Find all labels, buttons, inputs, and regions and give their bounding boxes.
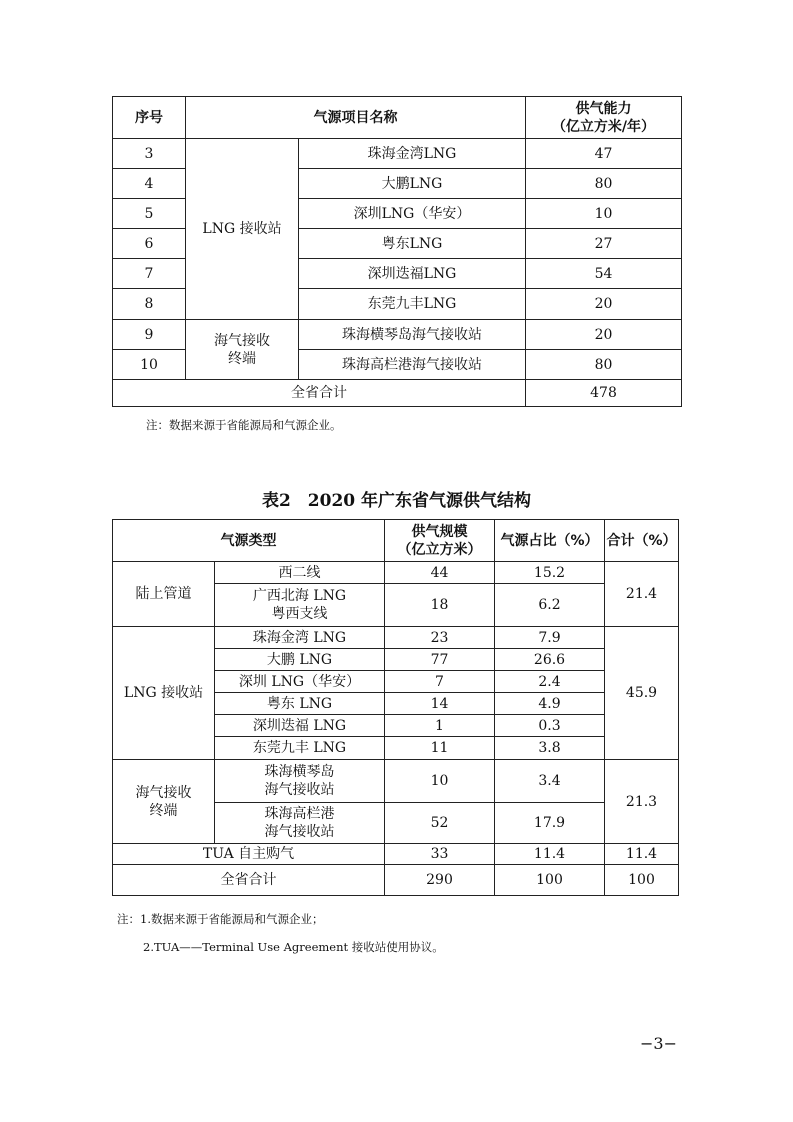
page-number: −3− <box>640 1034 677 1053</box>
row-seq: 4 <box>113 169 186 199</box>
tua-subtotal: 11.4 <box>605 844 679 865</box>
table2-title: 表2 2020 年广东省气源供气结构 <box>261 491 532 511</box>
table2-note-line2: 2.TUA——Terminal Use Agreement 接收站使用协议。 <box>143 940 444 954</box>
group-offshore-terminal: 海气接收 终端 <box>186 320 299 380</box>
gas-supply-structure-table <box>112 519 679 896</box>
row-project-name: 东莞九丰LNG <box>299 289 526 320</box>
row-scale: 52 <box>385 803 495 844</box>
row-capacity: 20 <box>526 289 682 320</box>
header-source-type: 气源类型 <box>113 520 385 562</box>
row-share: 17.9 <box>495 803 605 844</box>
row-scale: 11 <box>385 737 495 760</box>
group-land-pipeline: 陆上管道 <box>113 562 215 627</box>
group-lng-subtotal: 45.9 <box>605 627 679 760</box>
row-share: 26.6 <box>495 649 605 671</box>
row-source-name: 珠海金湾 LNG <box>215 627 385 649</box>
row-seq: 5 <box>113 199 186 229</box>
group-lng-terminal: LNG 接收站 <box>186 139 299 320</box>
row-project-name: 大鹏LNG <box>299 169 526 199</box>
header-seq: 序号 <box>113 97 186 139</box>
row-scale: 7 <box>385 671 495 693</box>
tua-scale: 33 <box>385 844 495 865</box>
row-project-name: 珠海横琴岛海气接收站 <box>299 320 526 350</box>
row-seq: 3 <box>113 139 186 169</box>
row-source-name: 西二线 <box>215 562 385 584</box>
row-project-name: 珠海金湾LNG <box>299 139 526 169</box>
row-share: 0.3 <box>495 715 605 737</box>
row-scale: 77 <box>385 649 495 671</box>
row-scale: 18 <box>385 584 495 627</box>
row-share: 4.9 <box>495 693 605 715</box>
row-source-name: 粤东 LNG <box>215 693 385 715</box>
row-share: 2.4 <box>495 671 605 693</box>
tua-share: 11.4 <box>495 844 605 865</box>
row-seq: 10 <box>113 350 186 380</box>
gas-capacity-table <box>112 96 682 407</box>
row-capacity: 80 <box>526 169 682 199</box>
row-capacity: 27 <box>526 229 682 259</box>
row-scale: 23 <box>385 627 495 649</box>
tua-label: TUA 自主购气 <box>113 844 385 865</box>
header-subtotal: 合计（%） <box>605 520 679 562</box>
row-share: 3.4 <box>495 760 605 803</box>
row-capacity: 20 <box>526 320 682 350</box>
row-share: 3.8 <box>495 737 605 760</box>
row-project-name: 深圳迭福LNG <box>299 259 526 289</box>
row-source-name: 大鹏 LNG <box>215 649 385 671</box>
row-source-name: 广西北海 LNG 粤西支线 <box>215 584 385 627</box>
header-share: 气源占比（%） <box>495 520 605 562</box>
row-capacity: 47 <box>526 139 682 169</box>
row-source-name: 珠海高栏港 海气接收站 <box>215 803 385 844</box>
row-source-name: 东莞九丰 LNG <box>215 737 385 760</box>
header-project-name: 气源项目名称 <box>186 97 526 139</box>
row-project-name: 珠海高栏港海气接收站 <box>299 350 526 380</box>
total-label: 全省合计 <box>113 380 526 407</box>
total-label: 全省合计 <box>113 865 385 896</box>
row-source-name: 深圳 LNG（华安） <box>215 671 385 693</box>
row-project-name: 深圳LNG（华安） <box>299 199 526 229</box>
row-share: 15.2 <box>495 562 605 584</box>
row-seq: 9 <box>113 320 186 350</box>
row-scale: 10 <box>385 760 495 803</box>
group-land-subtotal: 21.4 <box>605 562 679 627</box>
row-scale: 1 <box>385 715 495 737</box>
group-offshore-subtotal: 21.3 <box>605 760 679 844</box>
row-source-name: 深圳迭福 LNG <box>215 715 385 737</box>
header-capacity: 供气能力 （亿立方米/年） <box>526 97 682 139</box>
total-share: 100 <box>495 865 605 896</box>
row-share: 7.9 <box>495 627 605 649</box>
row-seq: 7 <box>113 259 186 289</box>
total-subtotal: 100 <box>605 865 679 896</box>
row-capacity: 54 <box>526 259 682 289</box>
row-seq: 6 <box>113 229 186 259</box>
header-supply-scale: 供气规模 （亿立方米） <box>385 520 495 562</box>
row-share: 6.2 <box>495 584 605 627</box>
group-lng-terminal: LNG 接收站 <box>113 627 215 760</box>
table2-note-line1: 注：1.数据来源于省能源局和气源企业； <box>117 912 324 926</box>
row-capacity: 10 <box>526 199 682 229</box>
table1-note: 注：数据来源于省能源局和气源企业。 <box>146 418 342 432</box>
row-capacity: 80 <box>526 350 682 380</box>
group-offshore-terminal: 海气接收 终端 <box>113 760 215 844</box>
total-scale: 290 <box>385 865 495 896</box>
total-capacity: 478 <box>526 380 682 407</box>
row-seq: 8 <box>113 289 186 320</box>
row-source-name: 珠海横琴岛 海气接收站 <box>215 760 385 803</box>
row-project-name: 粤东LNG <box>299 229 526 259</box>
row-scale: 44 <box>385 562 495 584</box>
row-scale: 14 <box>385 693 495 715</box>
